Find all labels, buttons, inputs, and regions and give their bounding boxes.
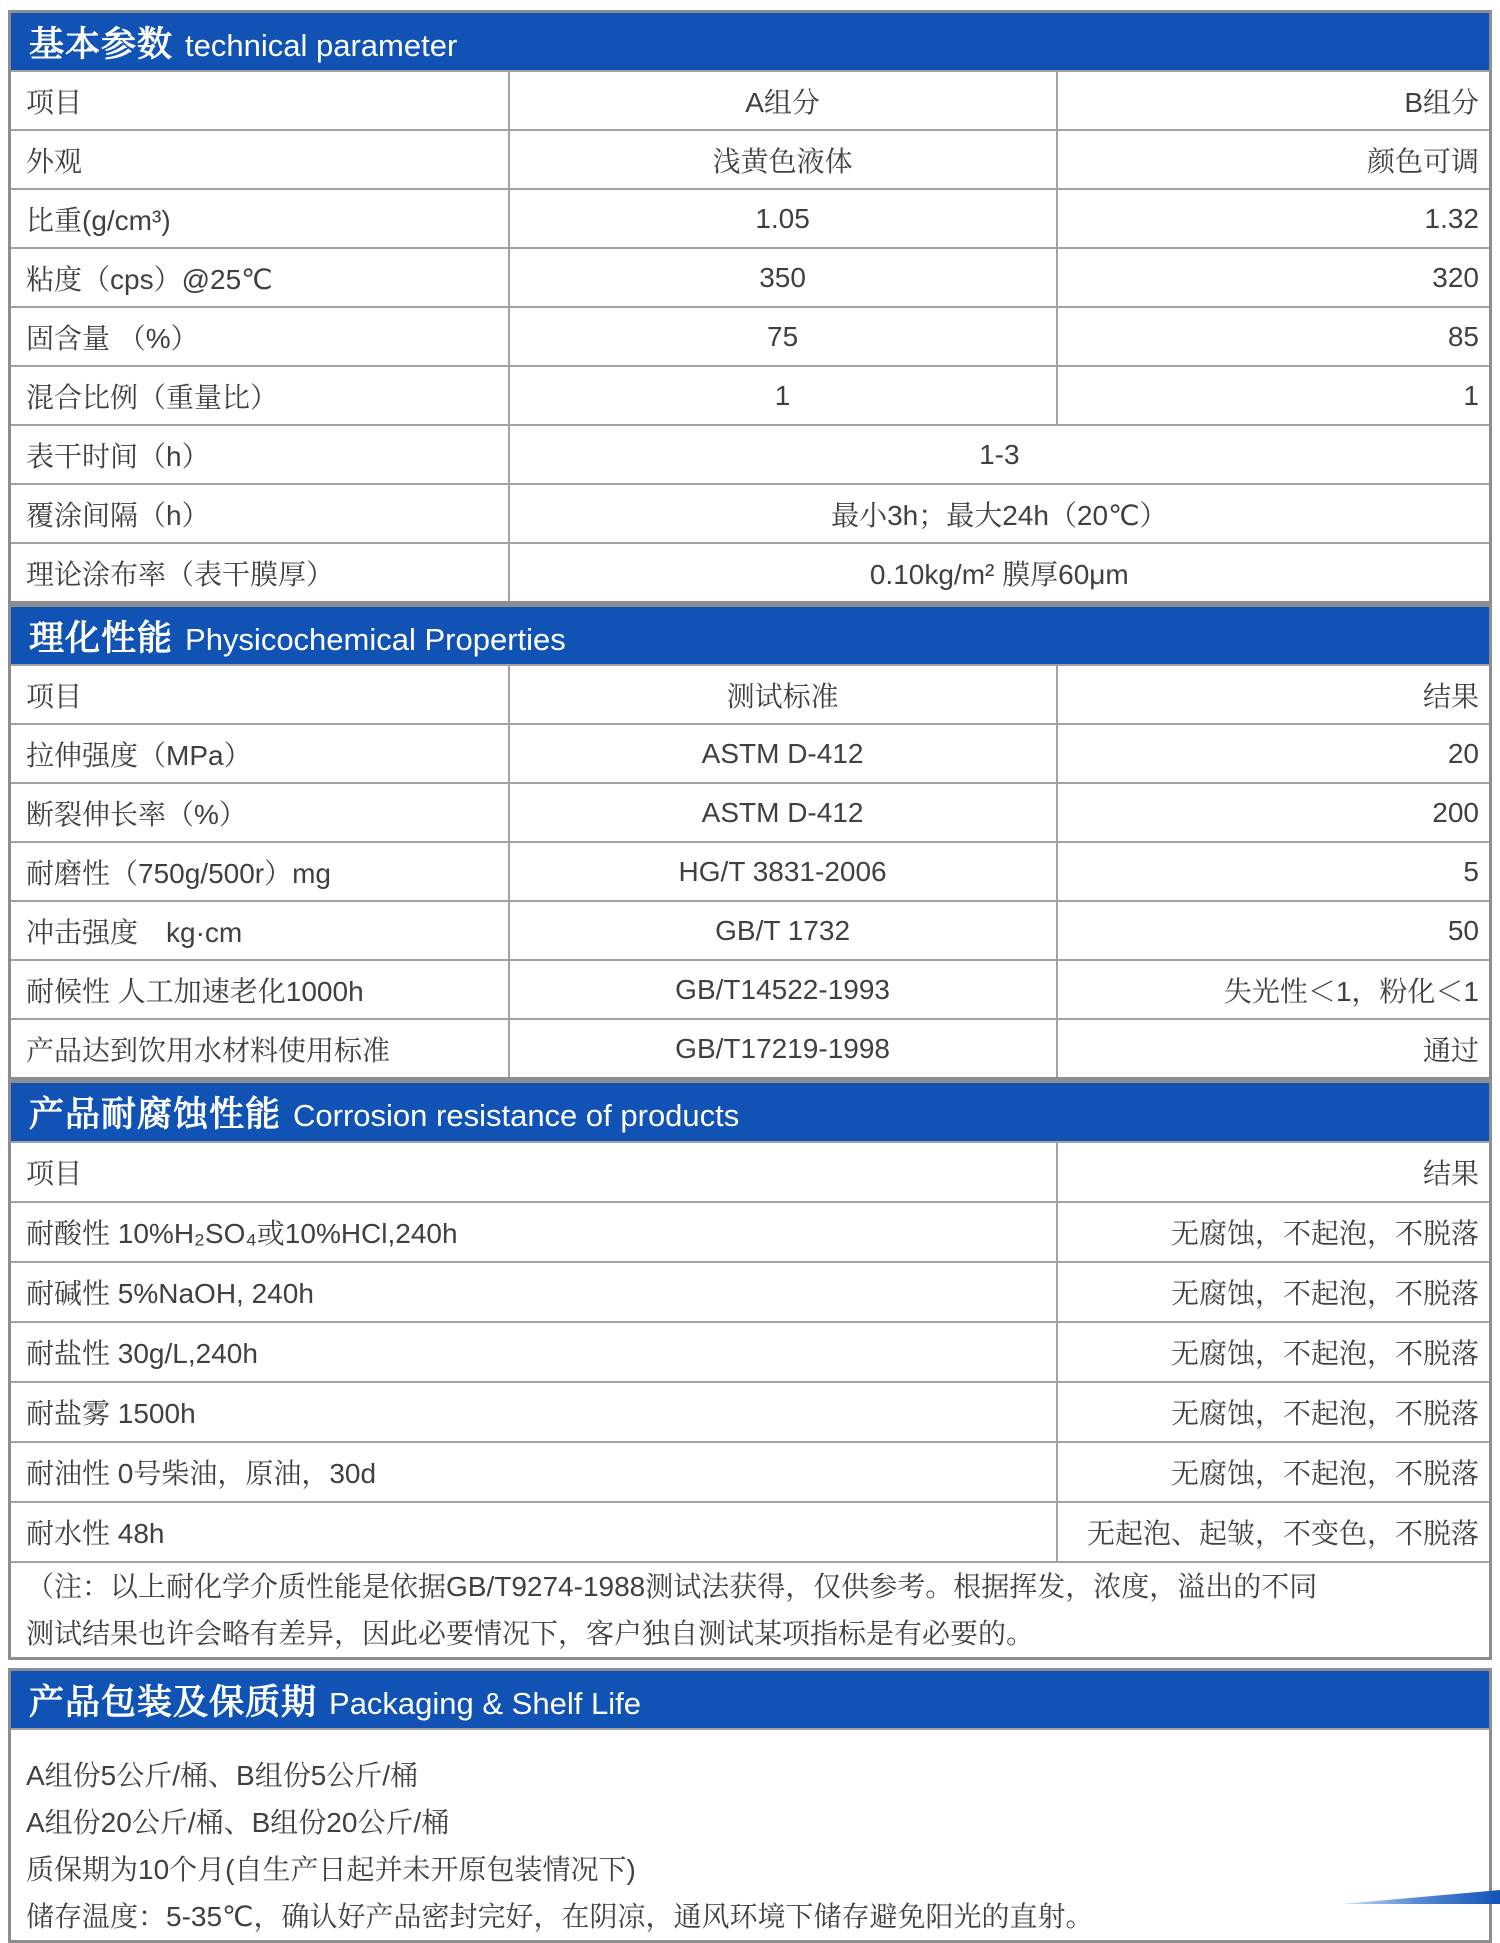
row-label: 固含量 （%）	[10, 307, 509, 366]
test-result: 无腐蚀，不起泡，不脱落	[1057, 1382, 1491, 1442]
corrosion-resistance-table	[8, 1080, 1492, 1660]
col-header-item: 项目	[10, 71, 509, 130]
section-title-zh: 理化性能	[29, 618, 174, 658]
test-standard: GB/T 1732	[509, 901, 1057, 960]
table-row	[10, 1502, 1491, 1562]
note-cell	[10, 1562, 1491, 1659]
table-row	[10, 1322, 1491, 1382]
basic-parameters-table	[8, 10, 1492, 604]
section-title-zh: 产品包装及保质期	[29, 1682, 318, 1722]
table-row	[10, 724, 1491, 783]
value-a: 1	[509, 366, 1057, 425]
row-label: 冲击强度 kg·cm	[10, 901, 509, 960]
table-row	[10, 425, 1491, 484]
section-title-en: Packaging & Shelf Life	[329, 1685, 641, 1721]
value-b: 1	[1057, 366, 1491, 425]
section-header-row	[10, 12, 1491, 72]
packaging-line: A组份20公斤/桶、B组份20公斤/桶	[26, 1807, 450, 1838]
physicochemical-table	[8, 604, 1492, 1080]
col-header-result: 结果	[1057, 1142, 1491, 1202]
table-header-row	[10, 665, 1491, 724]
table-row	[10, 130, 1491, 189]
test-result: 200	[1057, 783, 1491, 842]
row-label: 耐盐性 30g/L,240h	[10, 1322, 1057, 1382]
packaging-content-row	[10, 1729, 1491, 1942]
table-row	[10, 1442, 1491, 1502]
value-b: 85	[1057, 307, 1491, 366]
value-a: 1.05	[509, 189, 1057, 248]
value-b: 颜色可调	[1057, 130, 1491, 189]
corrosion-header	[10, 1082, 1491, 1143]
table-row	[10, 1019, 1491, 1079]
row-label: 比重(g/cm³)	[10, 189, 509, 248]
value-b: 1.32	[1057, 189, 1491, 248]
packaging-line: 质保期为10个月(自生产日起并未开原包装情况下)	[26, 1854, 636, 1885]
col-header-result: 结果	[1057, 665, 1491, 724]
value-b: 320	[1057, 248, 1491, 307]
col-header-item: 项目	[10, 1142, 1057, 1202]
table-row	[10, 248, 1491, 307]
packaging-line: 储存温度：5-35℃，确认好产品密封完好，在阴凉，通风环境下储存避免阳光的直射。	[26, 1901, 1094, 1932]
section-gap	[8, 1660, 1492, 1668]
table-row	[10, 1382, 1491, 1442]
section-title-en: Corrosion resistance of products	[293, 1098, 740, 1133]
value-a: 浅黄色液体	[509, 130, 1057, 189]
test-standard: GB/T14522-1993	[509, 960, 1057, 1019]
packaging-line: A组份5公斤/桶、B组份5公斤/桶	[26, 1760, 419, 1791]
col-header-standard: 测试标准	[509, 665, 1057, 724]
table-row	[10, 783, 1491, 842]
physicochemical-header	[10, 606, 1491, 666]
test-standard: HG/T 3831-2006	[509, 842, 1057, 901]
row-label: 断裂伸长率（%）	[10, 783, 509, 842]
table-row	[10, 842, 1491, 901]
note-text-line2: 测试结果也许会略有差异，因此必要情况下，客户独自测试某项指标是有必要的。	[26, 1618, 1035, 1649]
section-title-zh: 基本参数	[29, 24, 174, 64]
section-header-row	[10, 1670, 1491, 1730]
datasheet-page	[8, 10, 1492, 1943]
row-label: 耐碱性 5%NaOH, 240h	[10, 1262, 1057, 1322]
table-row	[10, 366, 1491, 425]
row-label: 耐候性 人工加速老化1000h	[10, 960, 509, 1019]
test-result: 50	[1057, 901, 1491, 960]
col-header-component-a: A组分	[509, 71, 1057, 130]
row-label: 耐水性 48h	[10, 1502, 1057, 1562]
col-header-item: 项目	[10, 665, 509, 724]
row-label: 覆涂间隔（h）	[10, 484, 509, 543]
packaging-header	[10, 1670, 1491, 1730]
row-label: 外观	[10, 130, 509, 189]
test-result: 通过	[1057, 1019, 1491, 1079]
row-label: 耐油性 0号柴油，原油，30d	[10, 1442, 1057, 1502]
table-row	[10, 1202, 1491, 1262]
row-merged-value: 最小3h；最大24h（20℃）	[509, 484, 1491, 543]
test-result: 20	[1057, 724, 1491, 783]
table-header-row	[10, 1142, 1491, 1202]
section-header-row	[10, 1082, 1491, 1143]
test-standard: ASTM D-412	[509, 724, 1057, 783]
row-label: 耐磨性（750g/500r）mg	[10, 842, 509, 901]
row-label: 理论涂布率（表干膜厚）	[10, 543, 509, 603]
note-row	[10, 1562, 1491, 1659]
test-standard: GB/T17219-1998	[509, 1019, 1057, 1079]
row-label: 耐盐雾 1500h	[10, 1382, 1057, 1442]
row-label: 表干时间（h）	[10, 425, 509, 484]
table-row	[10, 1262, 1491, 1322]
row-label: 产品达到饮用水材料使用标准	[10, 1019, 509, 1079]
basic-parameters-header	[10, 12, 1491, 72]
row-merged-value: 0.10kg/m² 膜厚60μm	[509, 543, 1491, 603]
value-a: 75	[509, 307, 1057, 366]
test-result: 无起泡、起皱，不变色，不脱落	[1057, 1502, 1491, 1562]
col-header-component-b: B组分	[1057, 71, 1491, 130]
section-header-row	[10, 606, 1491, 666]
test-result: 无腐蚀，不起泡，不脱落	[1057, 1262, 1491, 1322]
packaging-content-cell	[10, 1729, 1491, 1942]
row-label: 耐酸性 10%H₂SO₄或10%HCl,240h	[10, 1202, 1057, 1262]
section-title-en: technical parameter	[185, 27, 458, 63]
table-row	[10, 543, 1491, 603]
table-row	[10, 901, 1491, 960]
value-a: 350	[509, 248, 1057, 307]
test-result: 失光性＜1，粉化＜1	[1057, 960, 1491, 1019]
table-header-row	[10, 71, 1491, 130]
table-row	[10, 189, 1491, 248]
note-text-line1: （注：以上耐化学介质性能是依据GB/T9274-1988测试法获得，仅供参考。根据挥发，浓度，溢出的不同	[26, 1571, 1318, 1602]
test-standard: ASTM D-412	[509, 783, 1057, 842]
section-title-zh: 产品耐腐蚀性能	[29, 1095, 282, 1134]
section-title-en: Physicochemical Properties	[185, 621, 566, 657]
row-label: 粘度（cps）@25℃	[10, 248, 509, 307]
table-row	[10, 307, 1491, 366]
test-result: 无腐蚀，不起泡，不脱落	[1057, 1442, 1491, 1502]
row-merged-value: 1-3	[509, 425, 1491, 484]
test-result: 无腐蚀，不起泡，不脱落	[1057, 1202, 1491, 1262]
test-result: 5	[1057, 842, 1491, 901]
packaging-shelf-life-table	[8, 1668, 1492, 1943]
test-result: 无腐蚀，不起泡，不脱落	[1057, 1322, 1491, 1382]
row-label: 混合比例（重量比）	[10, 366, 509, 425]
table-row	[10, 484, 1491, 543]
row-label: 拉伸强度（MPa）	[10, 724, 509, 783]
table-row	[10, 960, 1491, 1019]
